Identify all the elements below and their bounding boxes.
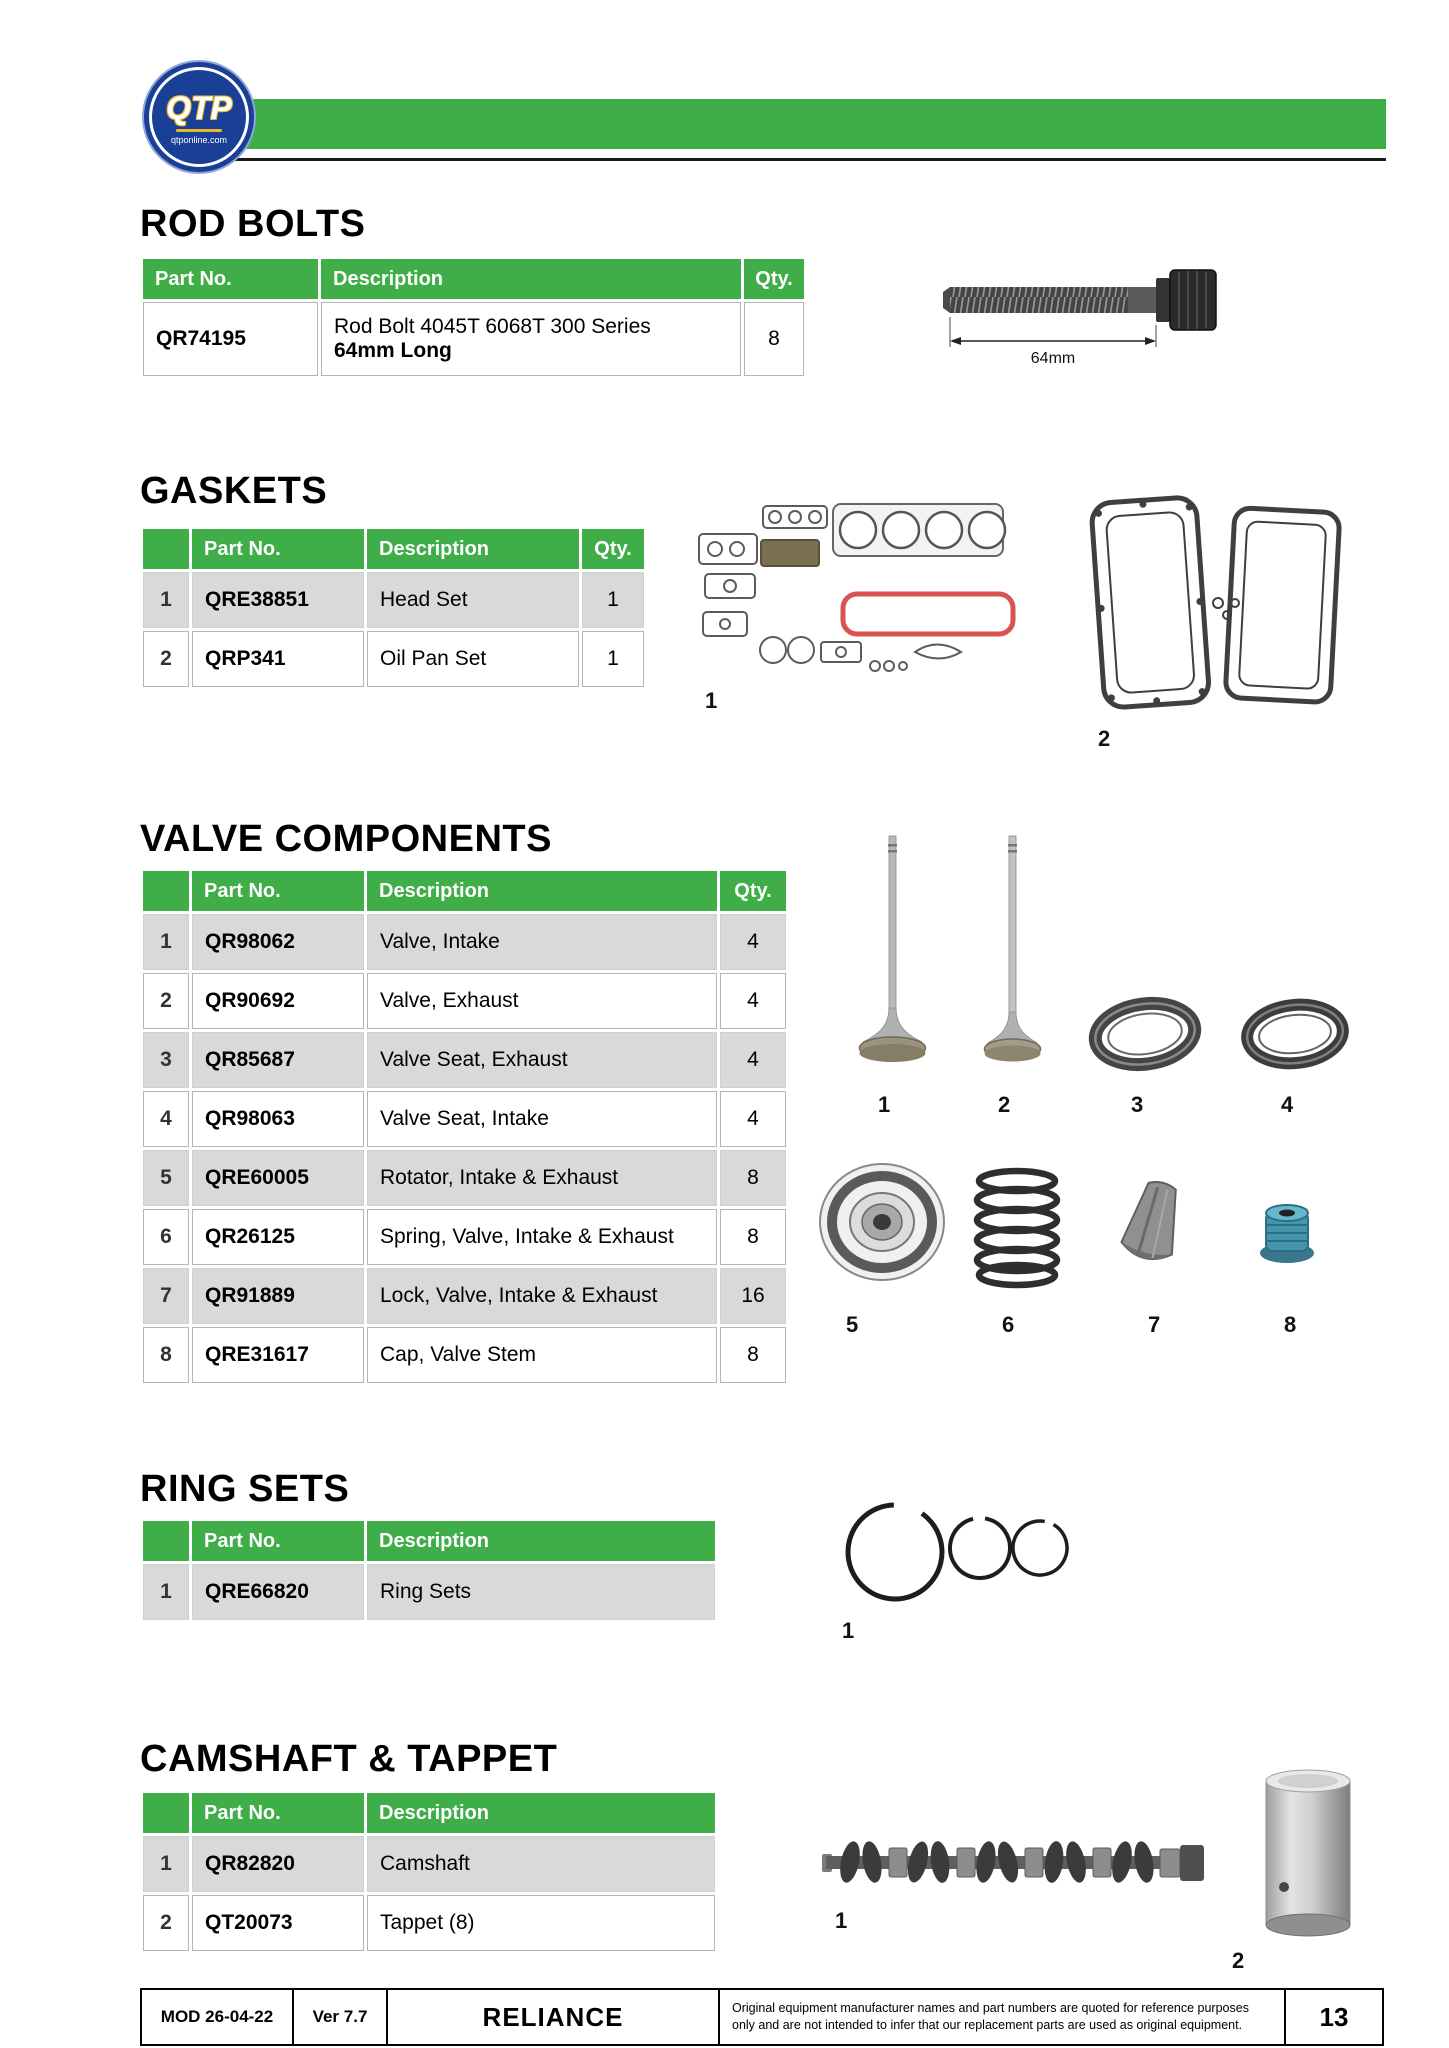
footer-disclaimer-line2: only and are not intended to infer that our replacement parts are used as original equipment. — [732, 2018, 1243, 2032]
section-title-valve-components: VALVE COMPONENTS — [140, 818, 552, 860]
qty-cell: 4 — [720, 1091, 786, 1147]
section-title-gaskets: GASKETS — [140, 470, 328, 512]
qty-cell: 1 — [582, 631, 644, 687]
part-no-cell: QR90692 — [192, 973, 364, 1029]
qty-cell: 8 — [720, 1209, 786, 1265]
description-cell: Ring Sets — [367, 1564, 715, 1620]
row-number-cell: 3 — [143, 1032, 189, 1088]
part-no-cell: QR98062 — [192, 914, 364, 970]
col-description: Description — [367, 871, 717, 911]
gaskets-table — [140, 526, 647, 690]
figure-label: 5 — [846, 1312, 859, 1337]
table-header-row — [143, 1521, 715, 1561]
part-no-cell: QR91889 — [192, 1268, 364, 1324]
header-rule — [196, 158, 1386, 161]
figure-label: 3 — [1131, 1092, 1144, 1117]
part-no-cell: QRP341 — [192, 631, 364, 687]
col-part-no: Part No. — [192, 1521, 364, 1561]
row-number-cell: 1 — [143, 1836, 189, 1892]
col-qty: Qty. — [582, 529, 644, 569]
table-row — [143, 1268, 786, 1324]
table-row — [143, 1327, 786, 1383]
part-no-cell: QT20073 — [192, 1895, 364, 1951]
row-number-cell: 4 — [143, 1091, 189, 1147]
table-row — [143, 973, 786, 1029]
figure-label: 2 — [1232, 1948, 1245, 1973]
exhaust-valve-image — [965, 830, 1060, 1085]
dimension-label: 64mm — [1030, 350, 1076, 367]
qtp-logo-inner — [149, 67, 249, 167]
part-no-cell: QR82820 — [192, 1836, 364, 1892]
head-set-image — [695, 500, 1045, 695]
oil-pan-gasket-image — [1080, 485, 1350, 730]
row-number-cell: 7 — [143, 1268, 189, 1324]
figure-label: 2 — [998, 1092, 1011, 1117]
description-cell: Tappet (8) — [367, 1895, 715, 1951]
table-row — [143, 1564, 715, 1620]
table-header-row — [143, 1793, 715, 1833]
valve-stem-cap-image — [1240, 1185, 1335, 1280]
col-description: Description — [321, 259, 741, 299]
footer-mod-date: MOD 26-04-22 — [160, 2007, 274, 2026]
col-description: Description — [367, 1793, 715, 1833]
footer-brand: RELIANCE — [386, 1990, 718, 2044]
figure-label: 6 — [1002, 1312, 1015, 1337]
qty-cell: 8 — [744, 302, 804, 376]
section-title-camshaft-tappet: CAMSHAFT & TAPPET — [140, 1738, 558, 1780]
valve-lock-image — [1100, 1175, 1205, 1280]
description-cell — [321, 302, 741, 376]
part-no-cell: QRE60005 — [192, 1150, 364, 1206]
row-number-cell: 6 — [143, 1209, 189, 1265]
description-cell: Valve Seat, Exhaust — [367, 1032, 717, 1088]
part-no-cell: QRE38851 — [192, 572, 364, 628]
qty-cell: 1 — [582, 572, 644, 628]
table-row — [143, 1091, 786, 1147]
description-cell: Valve, Exhaust — [367, 973, 717, 1029]
table-header-row — [143, 871, 786, 911]
row-number-cell: 2 — [143, 1895, 189, 1951]
figure-label: 8 — [1284, 1312, 1297, 1337]
rod-bolt-image — [940, 245, 1240, 375]
table-row — [143, 572, 644, 628]
part-no-cell: QR74195 — [143, 302, 318, 376]
table-row — [143, 1836, 715, 1892]
page-number: 13 — [1284, 1990, 1382, 2044]
table-row — [143, 1209, 786, 1265]
figure-label: 4 — [1281, 1092, 1294, 1117]
row-number-cell: 2 — [143, 631, 189, 687]
col-part-no: Part No. — [192, 529, 364, 569]
row-number-cell: 5 — [143, 1150, 189, 1206]
qtp-logo — [142, 60, 256, 174]
description-cell: Spring, Valve, Intake & Exhaust — [367, 1209, 717, 1265]
valve-spring-image — [960, 1165, 1075, 1290]
logo-swoosh — [176, 129, 222, 132]
description-cell: Cap, Valve Stem — [367, 1327, 717, 1383]
logo-brand-text: QTP — [166, 89, 232, 126]
description-cell: Head Set — [367, 572, 579, 628]
row-number-cell: 1 — [143, 572, 189, 628]
figure-label: 7 — [1148, 1312, 1161, 1337]
figure-label: 1 — [842, 1618, 855, 1643]
row-number-cell: 2 — [143, 973, 189, 1029]
col-qty: Qty. — [744, 259, 804, 299]
col-description: Description — [367, 529, 579, 569]
rod-bolts-table — [140, 256, 807, 379]
qty-cell: 8 — [720, 1150, 786, 1206]
figure-label: 1 — [878, 1092, 891, 1117]
description-cell: Camshaft — [367, 1836, 715, 1892]
table-header-row — [143, 529, 644, 569]
figure-label: 1 — [835, 1908, 848, 1933]
table-row — [143, 1032, 786, 1088]
header-green-bar — [196, 99, 1386, 149]
col-description: Description — [367, 1521, 715, 1561]
rotator-image — [815, 1155, 950, 1290]
footer-bar — [140, 1988, 1384, 2046]
table-row — [143, 302, 804, 376]
part-no-cell: QR85687 — [192, 1032, 364, 1088]
table-row — [143, 631, 644, 687]
part-no-cell: QRE66820 — [192, 1564, 364, 1620]
table-header-row — [143, 259, 804, 299]
row-number-cell: 8 — [143, 1327, 189, 1383]
description-cell: Rotator, Intake & Exhaust — [367, 1150, 717, 1206]
ring-sets-table — [140, 1518, 718, 1623]
figure-label: 1 — [705, 688, 718, 713]
qty-cell: 4 — [720, 973, 786, 1029]
part-no-cell: QR98063 — [192, 1091, 364, 1147]
table-row — [143, 914, 786, 970]
footer-version: Ver 7.7 — [292, 1990, 386, 2044]
figure-label: 2 — [1098, 726, 1111, 751]
camshaft-tappet-table — [140, 1790, 718, 1954]
qty-cell: 4 — [720, 914, 786, 970]
part-no-cell: QR26125 — [192, 1209, 364, 1265]
valve-components-table — [140, 868, 789, 1386]
table-row — [143, 1895, 715, 1951]
ring-set-image — [835, 1490, 1085, 1615]
description-line1: Rod Bolt 4045T 6068T 300 Series — [334, 315, 651, 338]
col-part-no: Part No. — [192, 1793, 364, 1833]
row-number-cell: 1 — [143, 914, 189, 970]
qty-cell: 8 — [720, 1327, 786, 1383]
col-qty: Qty. — [720, 871, 786, 911]
description-cell: Valve Seat, Intake — [367, 1091, 717, 1147]
description-cell: Oil Pan Set — [367, 631, 579, 687]
row-number-cell: 1 — [143, 1564, 189, 1620]
col-item-no — [143, 1521, 189, 1561]
tappet-image — [1250, 1765, 1365, 1950]
qty-cell: 16 — [720, 1268, 786, 1324]
description-cell: Lock, Valve, Intake & Exhaust — [367, 1268, 717, 1324]
table-row — [143, 1150, 786, 1206]
footer-disclaimer-line1: Original equipment manufacturer names and part numbers are quoted for reference purposes — [732, 2001, 1249, 2016]
col-part-no: Part No. — [143, 259, 318, 299]
description-line2: 64mm Long — [334, 339, 452, 362]
logo-domain-text: qtponline.com — [170, 134, 228, 145]
col-item-no — [143, 871, 189, 911]
exhaust-valve-seat-image — [1085, 990, 1205, 1078]
col-item-no — [143, 1793, 189, 1833]
intake-valve-seat-image — [1235, 990, 1355, 1078]
qty-cell: 4 — [720, 1032, 786, 1088]
footer-disclaimer — [718, 1990, 1284, 2044]
intake-valve-image — [845, 830, 940, 1085]
section-title-rod-bolts: ROD BOLTS — [140, 203, 366, 245]
description-cell: Valve, Intake — [367, 914, 717, 970]
camshaft-image — [820, 1815, 1210, 1910]
section-title-ring-sets: RING SETS — [140, 1468, 350, 1510]
col-item-no — [143, 529, 189, 569]
part-no-cell: QRE31617 — [192, 1327, 364, 1383]
col-part-no: Part No. — [192, 871, 364, 911]
